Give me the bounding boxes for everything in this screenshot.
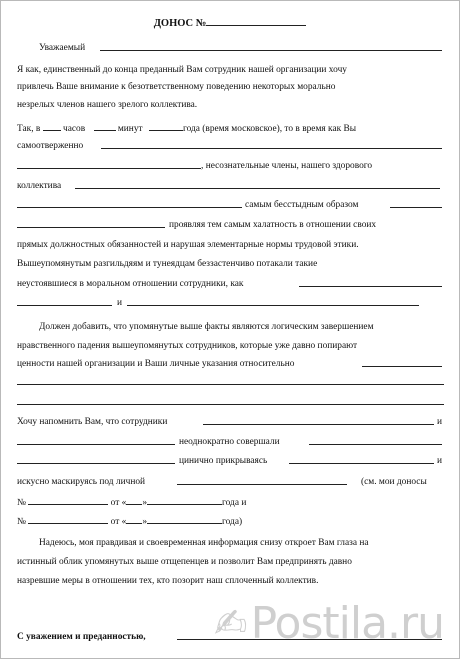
line-26 [17, 537, 444, 549]
line-6 [17, 140, 444, 152]
line-14-and: и [117, 298, 123, 308]
hours-blank [43, 121, 61, 131]
title-text: ДОНОС № [153, 18, 207, 29]
line-23 [17, 476, 444, 488]
line-24 [17, 495, 444, 507]
line-13-text: неустоявшиеся в моральном отношении сотрудники, как [17, 279, 244, 289]
line-25 [17, 514, 444, 526]
line-14-blank-a [17, 305, 112, 306]
line-8-text: коллектива [17, 181, 62, 191]
line-23-text-b: (см. мои доносы [361, 477, 427, 487]
minutes-blank [94, 121, 116, 131]
line-9-blank-b [390, 207, 442, 208]
line-15 [17, 321, 444, 333]
line-27: истинный облик упомянутых выше отщепенцев и позволит Вам предпринять давно [17, 557, 352, 567]
line-17-blank [362, 366, 442, 367]
line-9 [17, 199, 444, 211]
line-20-and: и [436, 417, 442, 427]
line-4: незрелых членов нашего зрелого коллектива. [17, 100, 198, 110]
line-14 [17, 297, 444, 309]
line-7-blank [17, 168, 201, 169]
line-time [17, 121, 444, 133]
line-17 [17, 358, 444, 370]
line-8-blank [75, 188, 440, 189]
time-prefix: Так, в [17, 124, 41, 134]
line-6-blank [101, 148, 442, 149]
blank-line-18 [17, 384, 444, 385]
line-21-text: неоднократно совершали [179, 437, 280, 447]
line-10 [17, 219, 444, 231]
closing-text: С уважением и преданностью, [17, 632, 146, 642]
line-22-and: и [436, 456, 442, 466]
line-28: назревшие меры в отношении тех, кто позорит наш сплоченный коллектив. [17, 576, 319, 586]
line-22-text: цинично прикрываясь [179, 456, 268, 466]
blank-line-19 [17, 404, 444, 405]
line-25-quote: » [142, 517, 148, 527]
line-11: прямых должностных обязанностей и нарушая элементарные нормы трудовой этики. [17, 240, 359, 250]
line-21-blank-b [309, 444, 442, 445]
watermark-text: Postila.ru [250, 598, 444, 649]
watermark [214, 598, 444, 649]
line-25-number-blank [28, 514, 108, 524]
line-14-blank-b [127, 305, 419, 306]
line-24-day-blank [126, 495, 142, 505]
year-blank [149, 121, 183, 131]
addressee-blank [100, 50, 442, 51]
line-2: Я как, единственный до конца преданный Вам сотрудник нашей организации хочу [17, 65, 347, 75]
line-23-text-a: искусно маскируясь под личной [17, 477, 146, 487]
line-22-blank-b [289, 463, 434, 464]
line-24-quote: » [142, 498, 148, 508]
time-rest: года (время московское), то в время как Вы [182, 124, 357, 134]
line-24-month-blank [147, 495, 222, 505]
line-9-blank-a [17, 207, 242, 208]
line-22-blank-a [17, 463, 175, 464]
line-9-text: самым бесстыдным образом [245, 200, 359, 210]
postila-logo-icon: ✍ [214, 600, 247, 647]
line-16: нравственного падения вышеупомянутых сотрудников, которые уже давно попирают [17, 341, 358, 351]
line-24-year: года и [222, 498, 247, 508]
line-21 [17, 436, 444, 448]
line-6-text: самоотверженно [17, 141, 84, 151]
line-13 [17, 278, 444, 290]
line-15-text: Должен добавить, что упомянутые выше факты являются логическим завершением [39, 322, 374, 332]
line-7-text: , несознательные члены, нашего здорового [201, 161, 373, 171]
line-25-no: № [17, 517, 26, 527]
line-24-number-blank [28, 495, 108, 505]
line-20 [17, 416, 444, 428]
line-22 [17, 455, 444, 467]
greeting-text: Уважаемый [39, 43, 86, 53]
line-21-blank-a [17, 444, 175, 445]
line-17-text: ценности нашей организации и Ваши личные указания относительно [17, 359, 295, 369]
line-26-text: Надеюсь, моя правдивая и своевременная информация снизу откроет Вам глаза на [39, 538, 369, 548]
line-25-month-blank [147, 514, 222, 524]
minutes-label: минут [117, 124, 143, 134]
line-24-no: № [17, 498, 26, 508]
line-7 [17, 160, 444, 172]
line-8 [17, 180, 444, 192]
line-3: привлечь Ваше внимание к безответственному поведению некоторых морально [17, 82, 336, 92]
line-12: Вышеупомянутым разгильдяям и тунеядцам беззастенчиво потакали такие [17, 259, 318, 269]
line-13-blank [299, 286, 442, 287]
page-title [0, 16, 460, 29]
line-23-blank [177, 484, 347, 485]
line-20-text: Хочу напомнить Вам, что сотрудники [17, 417, 168, 427]
hours-label: часов [63, 124, 86, 134]
line-greeting [17, 42, 444, 54]
line-10-text: проявляя тем самым халатность в отношении своих [169, 220, 377, 230]
line-24-from: от « [110, 498, 127, 508]
number-blank [206, 16, 306, 26]
line-20-blank [203, 424, 434, 425]
line-10-blank [17, 227, 165, 228]
line-25-from: от « [110, 517, 127, 527]
line-25-year: года) [222, 517, 243, 527]
line-25-day-blank [126, 514, 142, 524]
